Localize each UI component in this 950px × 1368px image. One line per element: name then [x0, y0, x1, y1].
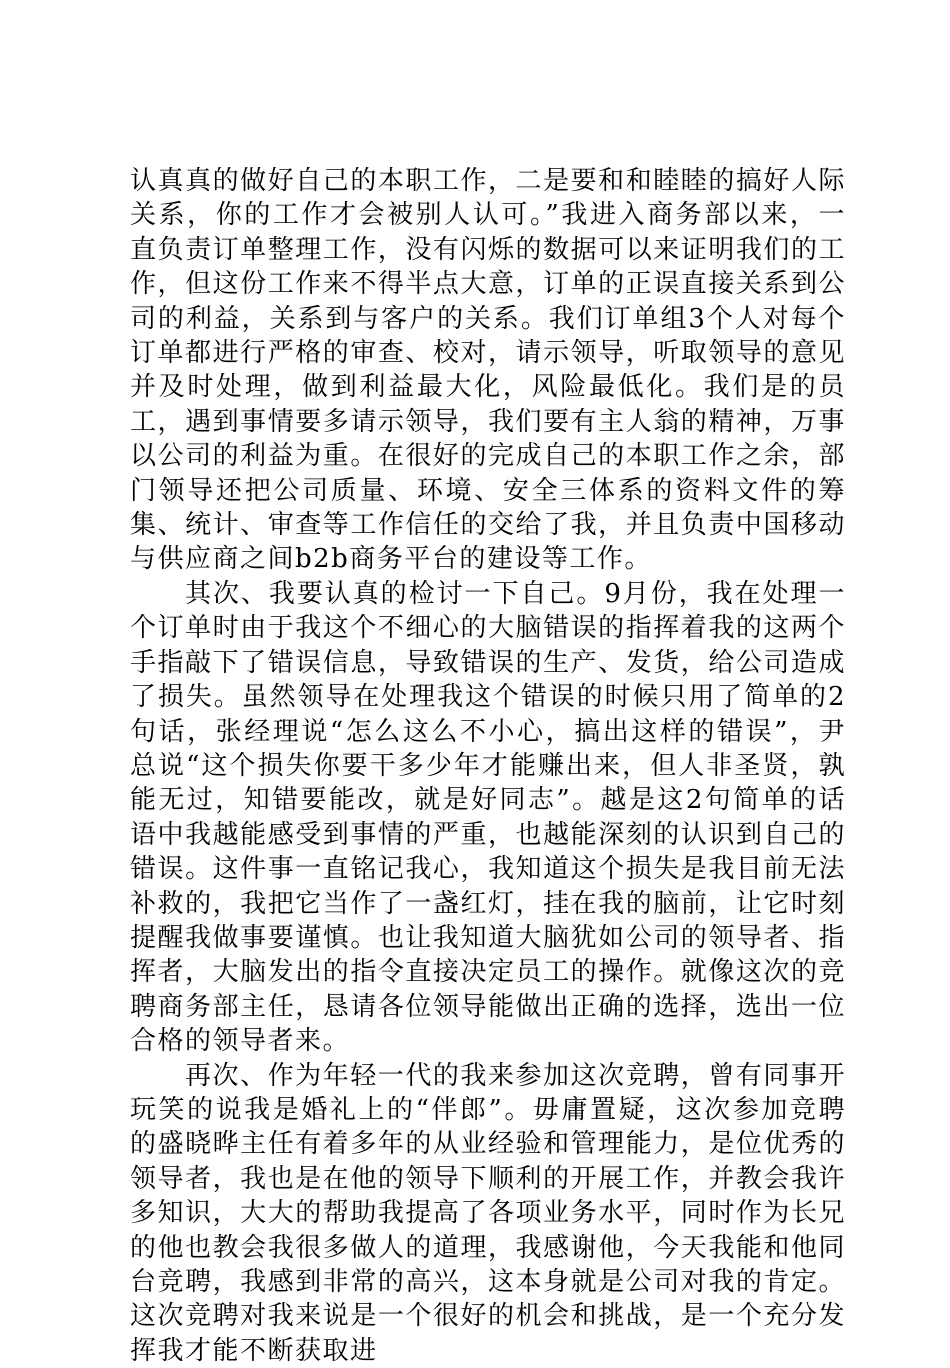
body-text [130, 164, 846, 1368]
paragraph-2: 其次、我要认真的检讨一下自己。9月份，我在处理一个订单时由于我这个不细心的大脑错误的指挥着我的这两个手指敲下了错误信息，导致错误的生产、发货，给公司造成了损失。虽然领导在处理我这个错误的时候只用了简单的2句话，张经理说“怎么这么不小心，搞出这样的错误”，尹总说“这个损失你要干多少年才能赚出来，但人非圣贤，孰能无过，知错要能改，就是好同志”。越是这2句简单的话语中我越能感受到事情的严重，也越能深刻的认识到自己的错误。这件事一直铭记我心，我知道这个损失是我目前无法补救的，我把它当作了一盏红灯，挂在我的脑前，让它时刻提醒我做事要谨慎。也让我知道大脑犹如公司的领导者、指挥者，大脑发出的指令直接决定员工的操作。就像这次的竞聘商务部主任，恳请各位领导能做出正确的选择，选出一位合格的领导者来。 [130, 578, 846, 1057]
paragraph-3: 再次、作为年轻一代的我来参加这次竞聘，曾有同事开玩笑的说我是婚礼上的“伴郎”。毋庸置疑，这次参加竞聘的盛晓晔主任有着多年的从业经验和管理能力，是位优秀的领导者，我也是在他的领导下顺利的开展工作，并教会我许多知识，大大的帮助我提高了各项业务水平，同时作为长兄的他也教会我很多做人的道理，我感谢他，今天我能和他同台竞聘，我感到非常的高兴，这本身就是公司对我的肯定。这次竞聘对我来说是一个很好的机会和挑战，是一个充分发挥我才能不断获取进 [130, 1060, 846, 1366]
paragraph-1: 认真真的做好自己的本职工作，二是要和和睦睦的搞好人际关系，你的工作才会被别人认可。”我进入商务部以来，一直负责订单整理工作，没有闪烁的数据可以来证明我们的工作，但这份工作来不得半点大意，订单的正误直接关系到公司的利益，关系到与客户的关系。我们订单组3个人对每个订单都进行严格的审查、校对，请示领导，听取领导的意见并及时处理，做到利益最大化，风险最低化。我们是的员工，遇到事情要多请示领导，我们要有主人翁的精神，万事以公司的利益为重。在很好的完成自己的本职工作之余，部门领导还把公司质量、环境、安全三体系的资料文件的筹集、统计、审查等工作信任的交给了我，并且负责中国移动与供应商之间b2b商务平台的建设等工作。 [130, 166, 846, 575]
